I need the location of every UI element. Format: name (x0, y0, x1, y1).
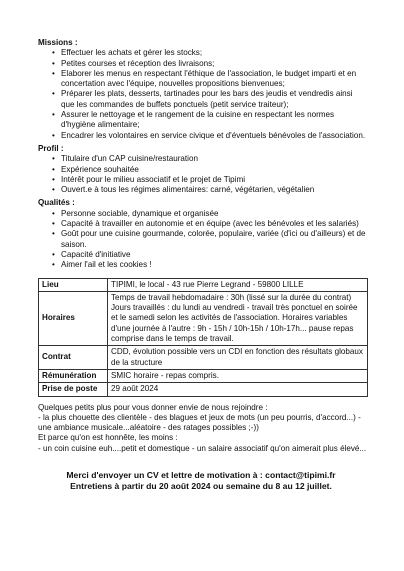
list-item: • Expérience souhaitée (52, 165, 368, 175)
extras-line: - la plus chouette des clientèle - des blagues et jeux de mots (un peu pourris, d'accord...) - une ambiance musicale...aléatoire - des ratages possibles ;-)) (38, 412, 361, 433)
table-row (39, 383, 368, 396)
table-value-contrat: CDD, évolution possible vers un CDI en fonction des résultats globaux de la structure (108, 346, 368, 370)
list-item: • Préparer les plats, desserts, tartinades pour les bars des jeudis et vendredis ainsi que les commandes de buffets ponctuels (petit service traiteur); (52, 89, 368, 110)
interview-dates-line: Entretiens à partir du 20 août 2024 ou semaine du 8 au 12 juillet. (70, 481, 332, 492)
list-item: • Encadrer les volontaires en service civique et d'éventuels bénévoles de l'association. (52, 131, 368, 141)
table-value-remuneration: SMIC horaire - repas compris. (108, 369, 368, 382)
qualites-section (38, 198, 368, 270)
table-value-prise-de-poste: 29 août 2024 (108, 383, 368, 396)
profil-section (38, 144, 368, 195)
table-row (39, 278, 368, 291)
list-item: • Capacité à travailler en autonomie et en équipe (avec les bénévoles et les salariés) (52, 219, 368, 229)
table-label-remuneration: Rémunération (39, 369, 108, 382)
list-item: • Assurer le nettoyage et le rangement de la cuisine en respectant les normes d'hygiène alimentaire; (52, 110, 368, 131)
list-item: • Titulaire d'un CAP cuisine/restauration (52, 154, 368, 164)
contact-line: Merci d'envoyer un CV et lettre de motivation à : contact@tipimi.fr (66, 469, 336, 480)
extras-line: Et parce qu'on est honnête, les moins : (38, 433, 178, 443)
section-title-profil: Profil : (38, 143, 64, 153)
contact-footer (38, 470, 368, 493)
table-label-horaires: Horaires (39, 291, 108, 345)
table-label-prise-de-poste: Prise de poste (39, 383, 108, 396)
extras-line: Quelques petits plus pour vous donner envie de nous rejoindre : (38, 402, 268, 412)
table-label-lieu: Lieu (39, 278, 108, 291)
table-value-lieu: TIPIMI, le local - 43 rue Pierre Legrand - 59800 LILLE (108, 278, 368, 291)
section-title-qualites: Qualités : (38, 198, 75, 208)
list-item: • Petites courses et réception des livraisons; (52, 59, 368, 69)
table-row (39, 346, 368, 370)
qualites-list (38, 209, 368, 271)
extras-paragraph (38, 403, 368, 454)
table-row (39, 291, 368, 345)
missions-section (38, 38, 368, 141)
list-item: • Goût pour une cuisine gourmande, colorée, populaire, variée (d'ici ou d'ailleurs) et de saison. (52, 229, 368, 250)
list-item: • Aimer l'ail et les cookies ! (52, 260, 368, 270)
list-item: • Ouvert.e à tous les régimes alimentaires: carné, végétarien, végétalien (52, 185, 368, 195)
job-info-table (38, 278, 368, 397)
list-item: • Effectuer les achats et gérer les stocks; (52, 48, 368, 58)
missions-list (38, 48, 368, 141)
table-row (39, 369, 368, 382)
extras-line: - un coin cuisine euh....petit et domestique - un salaire associatif qu'on aimerait plus élevé... (38, 443, 367, 453)
profil-list (38, 154, 368, 195)
section-title-missions: Missions : (38, 38, 78, 47)
list-item: • Elaborer les menus en respectant l'éthique de l'association, le budget imparti et en concertation avec l'équipe, nouvelles propositions bienvenues; (52, 69, 368, 90)
list-item: • Capacité d'initiative (52, 250, 368, 260)
table-value-horaires: Temps de travail hebdomadaire : 30h (lissé sur la durée du contrat) Jours travaillés : du lundi au vendredi - travail très ponctuel en soirée et le samedi selon les activités de l'association. Horaires variables d'une journée à l'autre : 9h - 15h / 10h-15h / 10h-17h... pause repas comprise dans le temps de travail. (108, 291, 368, 345)
table-label-contrat: Contrat (39, 346, 108, 370)
list-item: • Intérêt pour le milieu associatif et le projet de Tipimi (52, 175, 368, 185)
list-item: • Personne sociable, dynamique et organisée (52, 209, 368, 219)
